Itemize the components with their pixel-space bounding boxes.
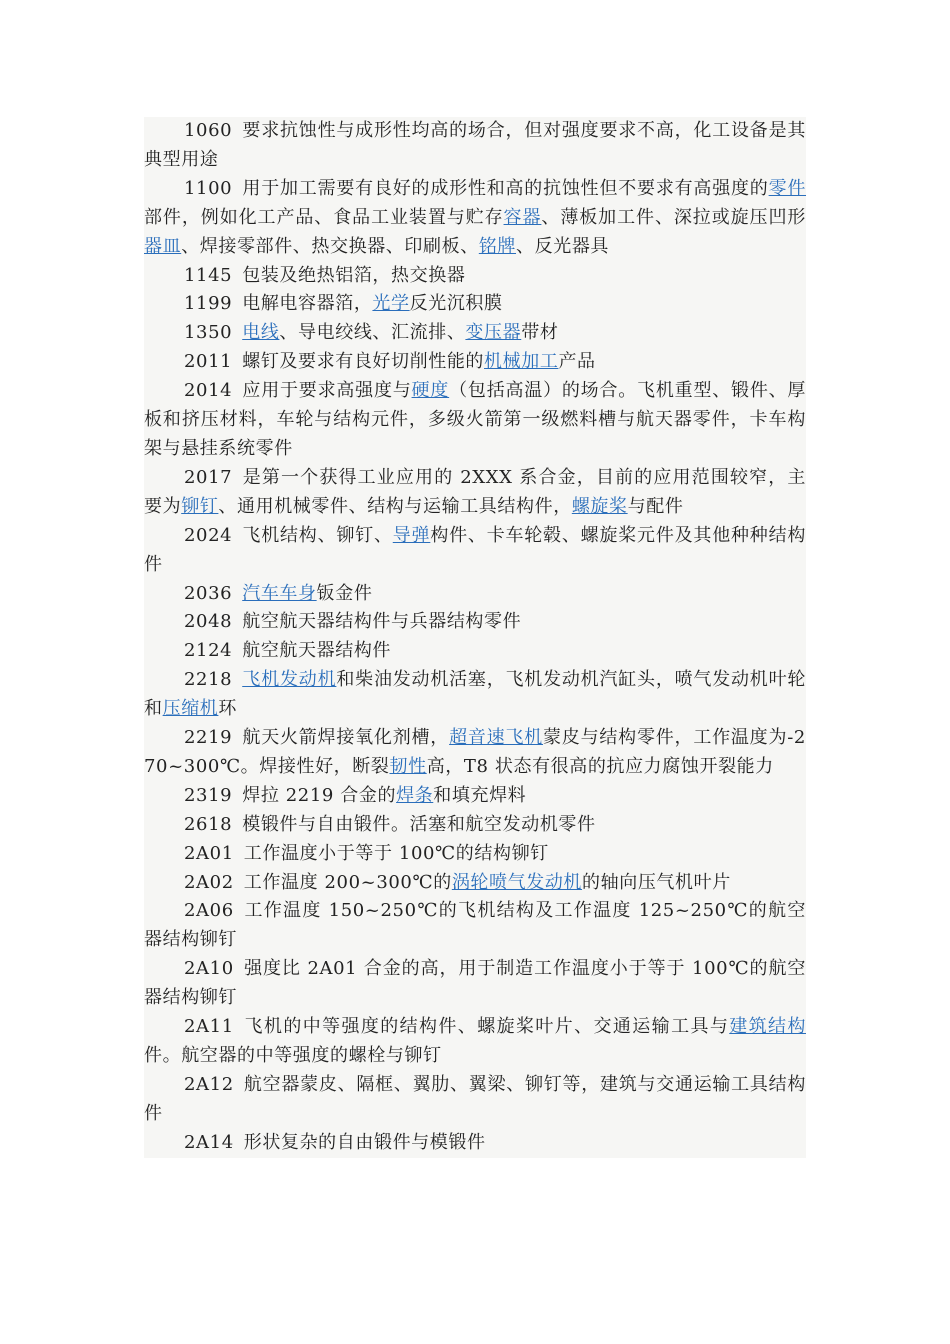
description-text: 应用于要求高强度与 bbox=[242, 380, 412, 402]
description-text: 要求抗蚀性与成形性均高的场合，但对强度要求不高，化工设备是其典型用途 bbox=[144, 120, 806, 170]
term-link[interactable]: 变压器 bbox=[465, 322, 522, 344]
description-text: 飞机结构、铆钉、 bbox=[242, 524, 393, 546]
term-link[interactable]: 光学 bbox=[372, 293, 410, 315]
term-link[interactable]: 导弹 bbox=[392, 524, 431, 546]
alloy-paragraph-2024 bbox=[144, 522, 806, 580]
description-text: 模锻件与自由锻件。活塞和航空发动机零件 bbox=[242, 813, 596, 835]
description-text: 航天火箭焊接氧化剂槽， bbox=[242, 727, 450, 749]
alloy-code: 2219 bbox=[184, 727, 233, 749]
term-link[interactable]: 硬度 bbox=[411, 380, 450, 402]
term-link[interactable]: 铭牌 bbox=[478, 235, 517, 257]
description-text: 形状复杂的自由锻件与模锻件 bbox=[243, 1131, 486, 1153]
description-text: 高，T8 状态有很高的抗应力腐蚀开裂能力 bbox=[426, 755, 774, 777]
alloy-code: 2048 bbox=[184, 611, 233, 633]
term-link[interactable]: 汽车车身 bbox=[242, 582, 317, 604]
description-text: 、焊接零部件、热交换器、印刷板、 bbox=[181, 235, 479, 257]
description-text: 电解电容器箔， bbox=[242, 293, 373, 315]
term-link[interactable]: 器皿 bbox=[144, 235, 182, 257]
alloy-paragraph-2017 bbox=[144, 464, 806, 522]
description-text: 环 bbox=[218, 698, 238, 720]
alloy-paragraph-2319 bbox=[144, 782, 806, 811]
alloy-code: 2011 bbox=[184, 351, 233, 373]
term-link[interactable]: 压缩机 bbox=[162, 698, 219, 720]
description-text: 部件，例如化工产品、食品工业装置与贮存 bbox=[144, 206, 504, 228]
term-link[interactable]: 容器 bbox=[503, 206, 542, 228]
description-text: 、导电绞线、汇流排、 bbox=[279, 322, 466, 344]
description-text: 强度比 2A01 合金的高，用于制造工作温度小于等于 100℃的航空器结构铆钉 bbox=[144, 958, 806, 1009]
alloy-paragraph-2a06 bbox=[144, 897, 806, 955]
description-text: 件。航空器的中等强度的螺栓与铆钉 bbox=[144, 1045, 442, 1066]
alloy-code: 2A02 bbox=[184, 871, 234, 893]
description-text: 、薄板加工件、深拉或旋压凹形 bbox=[541, 206, 807, 228]
alloy-paragraph-2618 bbox=[144, 811, 806, 840]
alloy-paragraph-2048 bbox=[144, 608, 806, 637]
alloy-paragraph-2a01 bbox=[144, 840, 806, 869]
alloy-code: 2A06 bbox=[184, 900, 234, 922]
term-link[interactable]: 焊条 bbox=[396, 784, 434, 806]
term-link[interactable]: 韧性 bbox=[389, 755, 427, 777]
description-text: 带材 bbox=[521, 322, 559, 344]
alloy-paragraph-1199 bbox=[144, 290, 806, 319]
term-link[interactable]: 零件 bbox=[768, 177, 807, 199]
description-text: 用于加工需要有良好的成形性和高的抗蚀性但不要求有高强度的 bbox=[242, 177, 769, 199]
description-text: 、通用机械零件、结构与运输工具结构件， bbox=[218, 495, 572, 517]
term-link[interactable]: 电线 bbox=[242, 322, 280, 344]
alloy-code: 1350 bbox=[184, 322, 233, 344]
alloy-code: 2024 bbox=[184, 524, 233, 546]
description-text: 是第一个获得工业应用的 2XXX 系合金，目前的应用范围较窄，主要为 bbox=[144, 466, 806, 517]
description-text: 、反光器具 bbox=[516, 235, 610, 257]
alloy-code: 1060 bbox=[184, 120, 233, 141]
term-link[interactable]: 建筑结构 bbox=[729, 1016, 806, 1038]
description-text: 反光沉积膜 bbox=[409, 293, 503, 315]
description-text: 和填充焊料 bbox=[433, 784, 527, 806]
alloy-paragraph-1350 bbox=[144, 319, 806, 348]
description-text: 钣金件 bbox=[316, 582, 373, 604]
alloy-paragraph-1100 bbox=[144, 175, 806, 262]
description-text: 航空器蒙皮、隔框、翼肋、翼梁、铆钉等，建筑与交通运输工具结构件 bbox=[144, 1073, 806, 1124]
description-text: （包括高温）的场合。飞机重型、锻件、厚板和挤压材料，车轮与结构元件，多级火箭第一级燃料槽与航天器零件，卡车构架与悬挂系统零件 bbox=[144, 380, 806, 459]
alloy-paragraph-2a11 bbox=[144, 1013, 806, 1071]
description-text: 工作温度小于等于 100℃的结构铆钉 bbox=[243, 842, 549, 864]
document-body bbox=[144, 117, 806, 1158]
alloy-code: 2A14 bbox=[184, 1131, 234, 1153]
description-text: 的轴向压气机叶片 bbox=[582, 871, 731, 893]
term-link[interactable]: 超音速飞机 bbox=[449, 727, 544, 749]
description-text: 构件、卡车轮毂、螺旋桨元件及其他种种结构件 bbox=[144, 524, 806, 575]
term-link[interactable]: 螺旋桨 bbox=[571, 495, 628, 517]
alloy-code: 2618 bbox=[184, 813, 233, 835]
alloy-code: 1100 bbox=[184, 177, 233, 199]
description-text: 包装及绝热铝箔，热交换器 bbox=[242, 264, 466, 286]
term-link[interactable]: 铆钉 bbox=[181, 495, 219, 517]
alloy-code: 2218 bbox=[184, 669, 233, 691]
alloy-paragraph-2218 bbox=[144, 666, 806, 724]
term-link[interactable]: 飞机发动机 bbox=[242, 669, 337, 691]
description-text: 与配件 bbox=[627, 495, 684, 517]
description-text: 飞机的中等强度的结构件、螺旋桨叶片、交通运输工具与 bbox=[243, 1016, 730, 1038]
description-text: 工作温度 150~250℃的飞机结构及工作温度 125~250℃的航空器结构铆钉 bbox=[144, 900, 806, 951]
alloy-paragraph-2a14 bbox=[144, 1129, 806, 1158]
alloy-code: 2124 bbox=[184, 640, 233, 662]
alloy-paragraph-2a10 bbox=[144, 955, 806, 1013]
description-text: 航空航天器结构件 bbox=[242, 640, 392, 662]
description-text: 螺钉及要求有良好切削性能的 bbox=[242, 351, 485, 373]
description-text: 焊拉 2219 合金的 bbox=[242, 784, 397, 806]
alloy-code: 2036 bbox=[184, 582, 233, 604]
alloy-code: 2A10 bbox=[184, 958, 234, 980]
alloy-code: 2017 bbox=[184, 466, 233, 488]
alloy-code: 2319 bbox=[184, 784, 233, 806]
description-text: 工作温度 200~300℃的 bbox=[243, 871, 452, 893]
term-link[interactable]: 机械加工 bbox=[484, 351, 559, 373]
description-text: 蒙皮与结构零件，工作温度为-270~300℃。焊接性好，断裂 bbox=[144, 727, 806, 777]
alloy-paragraph-1145 bbox=[144, 262, 806, 291]
alloy-paragraph-2036 bbox=[144, 580, 806, 609]
alloy-paragraph-2011 bbox=[144, 348, 806, 377]
description-text: 和柴油发动机活塞，飞机发动机汽缸头，喷气发动机叶轮和 bbox=[144, 669, 806, 720]
alloy-code: 2A12 bbox=[184, 1073, 234, 1095]
alloy-paragraph-2a02 bbox=[144, 869, 806, 898]
description-text: 航空航天器结构件与兵器结构零件 bbox=[242, 611, 522, 633]
term-link[interactable]: 涡轮喷气发动机 bbox=[451, 871, 583, 893]
alloy-code: 2014 bbox=[184, 380, 233, 402]
alloy-code: 1145 bbox=[184, 264, 233, 286]
alloy-code: 2A01 bbox=[184, 842, 234, 864]
alloy-paragraph-2a12 bbox=[144, 1071, 806, 1129]
alloy-paragraph-2124 bbox=[144, 637, 806, 666]
alloy-code: 1199 bbox=[184, 293, 233, 315]
alloy-code: 2A11 bbox=[184, 1016, 234, 1038]
alloy-paragraph-2219 bbox=[144, 724, 806, 782]
alloy-paragraph-1060 bbox=[144, 117, 806, 175]
description-text: 产品 bbox=[558, 351, 596, 373]
alloy-paragraph-2014 bbox=[144, 377, 806, 464]
